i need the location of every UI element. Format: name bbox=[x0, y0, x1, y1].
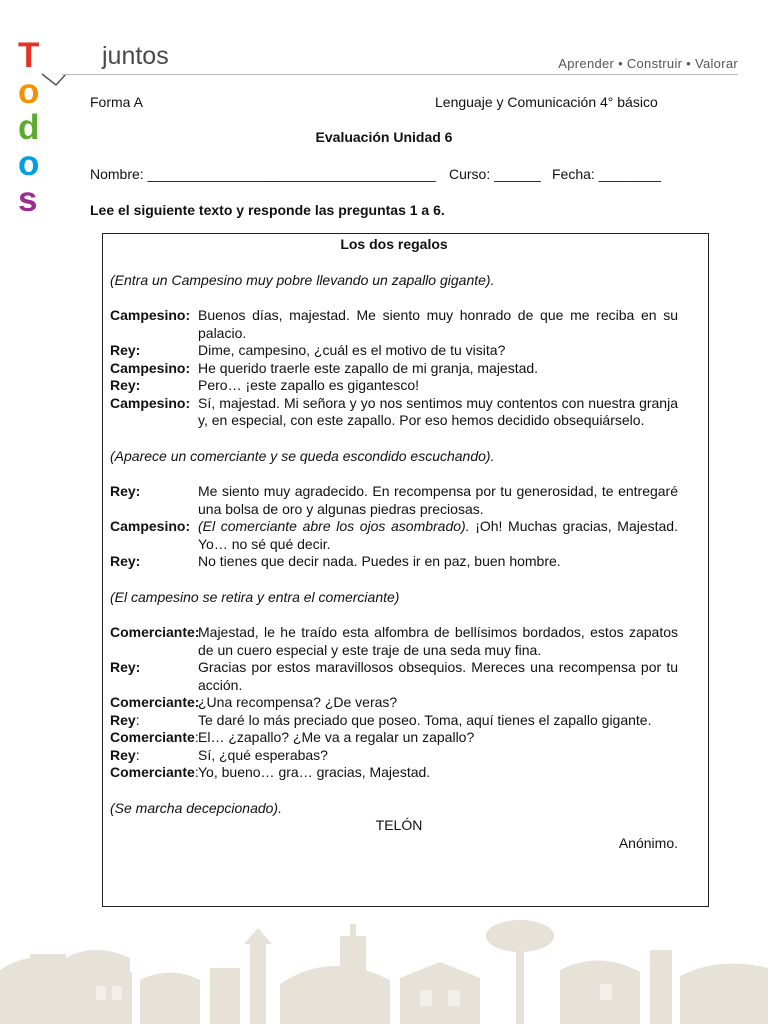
dialogue-text-rest: ¡Oh! Muchas gracias, Majestad. Yo… no sé qué decir. bbox=[198, 518, 678, 552]
dialogue-text: Me siento muy agradecido. En recompensa por tu generosidad, te entregaré una bolsa de oro y algunas piedras preciosas. bbox=[198, 483, 678, 517]
dialogue-text bbox=[198, 518, 678, 553]
dialogue-text: Sí, ¿qué esperabas? bbox=[198, 746, 328, 763]
story-box bbox=[102, 233, 709, 907]
dialogue-text: Sí, majestad. Mi señora y yo nos sentimos muy contentos con nuestra granja y, en especial, con este zapallo. Por eso hemos decidido obsequiárselo. bbox=[198, 394, 678, 428]
dialogue-text: Gracias por estos maravillosos obsequios. Mereces una recompensa por tu acción. bbox=[198, 659, 678, 693]
form-label: Forma A bbox=[90, 94, 143, 110]
dialogue-line bbox=[110, 395, 678, 430]
course-field[interactable]: Curso: ______ bbox=[449, 166, 541, 182]
speaker: Rey: bbox=[110, 746, 140, 763]
speaker: Campesino: bbox=[110, 359, 191, 376]
dialogue-line bbox=[110, 747, 678, 765]
speaker: Rey: bbox=[110, 342, 141, 358]
logo-todos-wordmark: Todos bbox=[18, 36, 38, 219]
subject-label: Lenguaje y Comunicación 4° básico bbox=[435, 94, 658, 110]
author-text: Anónimo. bbox=[618, 834, 678, 851]
speaker: Rey: bbox=[110, 659, 141, 675]
instruction: Lee el siguiente texto y responde las preguntas 1 a 6. bbox=[90, 202, 445, 218]
dialogue-text: Buenos días, majestad. Me siento muy honrado de que me reciba en su palacio. bbox=[198, 307, 678, 341]
dialogue-text: ¿Una recompensa? ¿De veras? bbox=[198, 694, 398, 710]
dialogue-text: No tienes que decir nada. Puedes ir en paz, buen hombre. bbox=[198, 553, 561, 569]
dialogue-line bbox=[110, 694, 678, 712]
stage-direction: (El campesino se retira y entra el comerciante) bbox=[110, 588, 400, 605]
speaker: Rey: bbox=[110, 711, 140, 728]
tagline: Aprender • Construir • Valorar bbox=[558, 56, 738, 71]
dialogue-line bbox=[110, 659, 678, 694]
telon-text: TELÓN bbox=[375, 817, 423, 833]
speaker-name: Rey bbox=[110, 711, 136, 728]
dialogue-line bbox=[110, 553, 678, 571]
speaker-name: Rey bbox=[110, 746, 136, 763]
dialogue-line bbox=[110, 307, 678, 342]
logo-juntos-text: juntos bbox=[102, 42, 169, 70]
stage-direction: (Se marcha decepcionado). bbox=[110, 799, 282, 816]
date-field[interactable]: Fecha: ________ bbox=[552, 166, 661, 182]
header-divider bbox=[62, 74, 738, 75]
dialogue-text: Majestad, le he traído esta alfombra de bellísimos bordados, estos zapatos de un cuero especial y este traje de una seda muy fina. bbox=[198, 624, 678, 658]
name-field[interactable]: Nombre: _____________________________________ bbox=[90, 166, 436, 182]
dialogue-text: Yo, bueno… gra… gracias, Majestad. bbox=[198, 764, 431, 780]
dialogue-line bbox=[110, 729, 678, 747]
town-skyline-illustration bbox=[0, 910, 768, 1024]
dialogue-line bbox=[110, 377, 678, 395]
speaker: Campesino: bbox=[110, 394, 191, 411]
speaker: Rey: bbox=[110, 377, 141, 393]
dialogue-text: He querido traerle este zapallo de mi granja, majestad. bbox=[198, 359, 539, 376]
speaker: Comerciante: bbox=[110, 624, 200, 640]
dialogue-line bbox=[110, 518, 678, 553]
speaker: Rey: bbox=[110, 483, 141, 499]
dialogue-text: Te daré lo más preciado que poseo. Toma, aquí tienes el zapallo gigante. bbox=[198, 711, 652, 728]
speaker: Rey: bbox=[110, 553, 141, 569]
dialogue-line bbox=[110, 712, 678, 730]
speaker: Campesino: bbox=[110, 518, 191, 534]
speaker: Comerciante: bbox=[110, 694, 200, 710]
speaker-name: Comerciante bbox=[110, 764, 195, 780]
story-title: Los dos regalos bbox=[340, 236, 448, 252]
dialogue-text: Pero… ¡este zapallo es gigantesco! bbox=[198, 377, 420, 393]
page-title: Evaluación Unidad 6 bbox=[315, 129, 453, 145]
speaker-name: Comerciante bbox=[110, 729, 195, 745]
speaker: Campesino: bbox=[110, 307, 191, 323]
aside-text: (El comerciante abre los ojos asombrado). bbox=[198, 518, 470, 534]
dialogue-text: El… ¿zapallo? ¿Me va a regalar un zapallo? bbox=[198, 729, 475, 745]
dialogue-line bbox=[110, 764, 678, 782]
dialogue-line bbox=[110, 483, 678, 518]
dialogue-line bbox=[110, 360, 678, 378]
stage-direction: (Entra un Campesino muy pobre llevando un zapallo gigante). bbox=[110, 271, 495, 288]
speaker: Comerciante: bbox=[110, 764, 199, 780]
stage-direction: (Aparece un comerciante y se queda escondido escuchando). bbox=[110, 447, 495, 464]
dialogue-line bbox=[110, 624, 678, 659]
dialogue-line bbox=[110, 342, 678, 360]
speaker: Comerciante: bbox=[110, 729, 199, 745]
dialogue-text: Dime, campesino, ¿cuál es el motivo de tu visita? bbox=[198, 342, 506, 358]
